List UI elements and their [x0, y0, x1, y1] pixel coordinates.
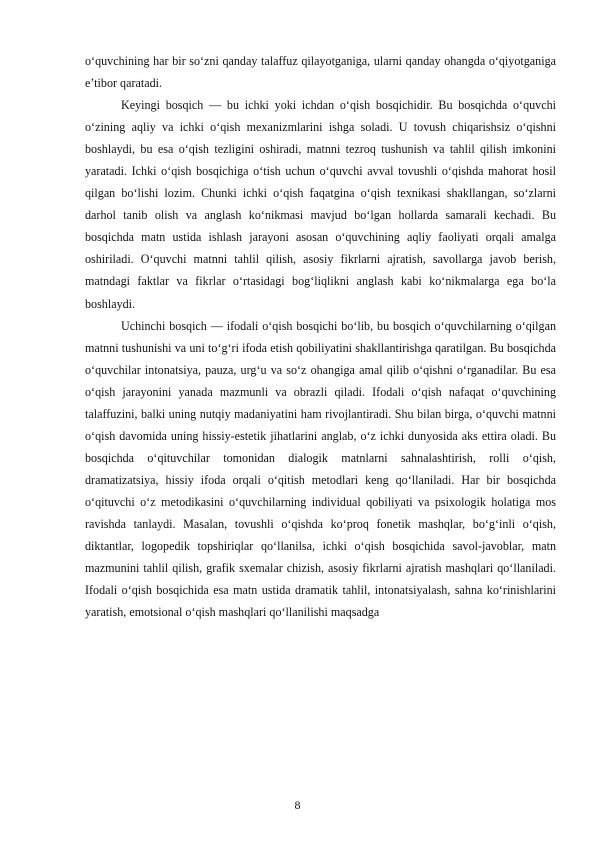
document-body	[85, 50, 556, 623]
paragraph-third-stage: Uchinchi bosqich — ifodali o‘qish bosqichi bo‘lib, bu bosqich o‘quvchilarning o‘qilgan matnni tushunishi va uni to‘g‘ri ifoda etish qobiliyatini shakllantirishga qaratilgan. Bu bosqichda o‘quvchilar intonatsiya, pauza, urg‘u va so‘z ohangiga amal qilib o‘qishni o‘rganadilar. Bu esa o‘qish jarayonini yanada mazmunli va obrazli qiladi. Ifodali o‘qish nafaqat o‘quvchining talaffuzini, balki uning nutqiy madaniyatini ham rivojlantiradi. Shu bilan birga, o‘quvchi matnni o‘qish davomida uning hissiy-estetik jihatlarini anglab, o‘z ichki dunyosida aks ettira oladi. Bu bosqichda o‘qituvchilar tomonidan dialogik matnlarni sahnalashtirish, rolli o‘qish, dramatizatsiya, hissiy ifoda orqali o‘qitish metodlari keng qo‘llaniladi. Har bir bosqichda o‘qituvchi o‘z metodikasini o‘quvchilarning individual qobiliyati va psixologik holatiga mos ravishda tanlaydi. Masalan, tovushli o‘qishda ko‘proq fonetik mashqlar, bo‘g‘inli o‘qish, diktantlar, logopedik topshiriqlar qo‘llanilsa, ichki o‘qish bosqichida savol-javoblar, matn mazmunini tahlil qilish, grafik sxemalar chizish, asosiy fikrlarni ajratish mashqlari qo‘llaniladi. Ifodali o‘qish bosqichida esa matn ustida dramatik tahlil, intonatsiyalash, sahna ko‘rinishlarini yaratish, emotsional o‘qish mashqlari qo‘llanilishi maqsadga	[85, 318, 556, 620]
paragraph-continuation: o‘quvchining har bir so‘zni qanday talaffuz qilayotganiga, ularni qanday ohangda o‘qiyotganiga e’tibor qaratadi.	[85, 54, 556, 91]
paragraph-second-stage: Keyingi bosqich — bu ichki yoki ichdan o‘qish bosqichidir. Bu bosqichda o‘quvchi o‘zining aqliy va ichki o‘qish mexanizmlarini ishga soladi. U tovush chiqarishsiz o‘qishni boshlaydi, bu esa o‘qish tezligini oshiradi, matnni tezroq tushunish va tahlil qilish imkonini yaratadi. Ichki o‘qish bosqichiga o‘tish uchun o‘quvchi avval tovushli o‘qishda mahorat hosil qilgan bo‘lishi lozim. Chunki ichki o‘qish faqatgina o‘qish texnikasi shakllangan, so‘zlarni darhol tanib olish va anglash ko‘nikmasi mavjud bo‘lgan hollarda samarali kechadi. Bu bosqichda matn ustida ishlash jarayoni asosan o‘quvchining aqliy faoliyati orqali amalga oshiriladi. O‘quvchi matnni tahlil qilish, asosiy fikrlarni ajratish, savollarga javob berish, matndagi faktlar va fikrlar o‘rtasidagi bog‘liqlikni anglash kabi ko‘nikmalarga ega bo‘la boshlaydi.	[85, 98, 556, 311]
page-number: 8	[294, 798, 301, 812]
